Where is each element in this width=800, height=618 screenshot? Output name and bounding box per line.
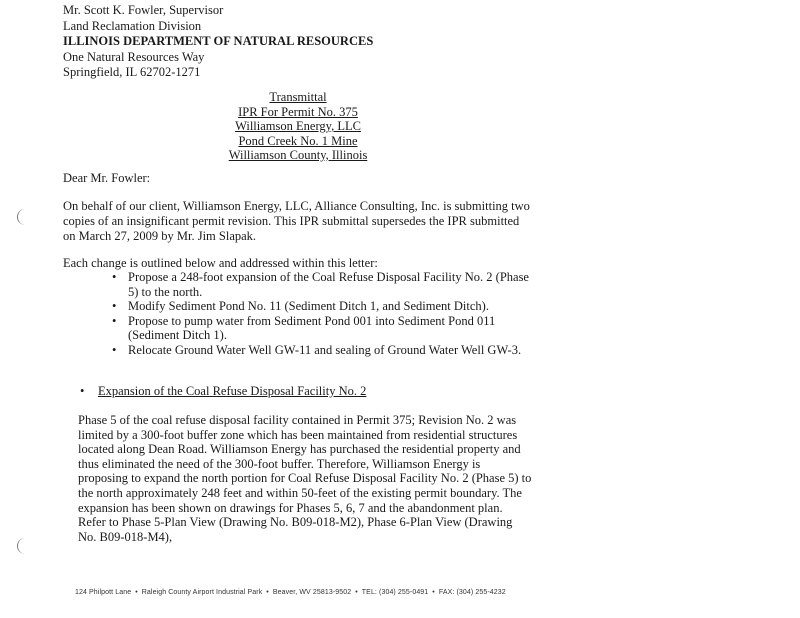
recipient-division: Land Reclamation Division (63, 18, 202, 33)
recipient-street: One Natural Resources Way (63, 49, 205, 64)
list-item (110, 270, 530, 299)
subject-line: Williamson County, Illinois (228, 148, 368, 162)
expansion-paragraph: Phase 5 of the coal refuse disposal facility contained in Permit 375; Revision No. 2 was limited by a 300-foot buffer zone which has been maintained from residential structures located along Dean Road. Williamson Energy has purchased the residential property and thus eliminated the need of the 300-foot buffer. Therefore, Williamson Energy is proposing to expand the north portion for Coal Refuse Disposal Facility No. 2 (Phase 5) to the north approximately 248 feet and within 50-feet of the existing permit boundary. The expansion has been shown on drawings for Phases 5, 6, 7 and the abandonment plan. Refer to Phase 5-Plan View (Drawing No. B09-018-M2), Phase 6-Plan View (Drawing No. B09-018-M4), (78, 413, 532, 544)
bullet-icon: • (112, 313, 117, 328)
changes-list (110, 270, 530, 358)
bullet-icon: • (112, 299, 117, 314)
section-heading (80, 384, 366, 399)
footer-separator: • (266, 589, 269, 596)
footer-separator: • (355, 589, 358, 596)
list-item-text: Propose a 248-foot expansion of the Coal Refuse Disposal Facility No. 2 (Phase 5) to the north. (128, 270, 529, 299)
list-item-text: Propose to pump water from Sediment Pond 001 into Sediment Pond 011 (Sediment Ditch 1). (128, 313, 496, 343)
list-item (110, 343, 530, 358)
footer-separator: • (135, 589, 138, 596)
bullet-icon: • (112, 270, 117, 284)
footer-city: Beaver, WV 25813-9502 (272, 589, 352, 596)
punch-hole-mark (17, 538, 28, 554)
list-item (110, 299, 530, 314)
list-item-text: Modify Sediment Pond No. 11 (Sediment Ditch 1, and Sediment Ditch). (128, 299, 489, 314)
footer-park: Raleigh County Airport Industrial Park (141, 589, 263, 596)
recipient-department: ILLINOIS DEPARTMENT OF NATURAL RESOURCES (63, 34, 374, 48)
subject-block (228, 90, 368, 163)
letterhead-footer (75, 589, 545, 596)
subject-line: Williamson Energy, LLC (235, 119, 361, 133)
punch-hole-mark (17, 209, 28, 225)
bullet-icon: • (80, 384, 85, 398)
footer-tel: TEL: (304) 255-0491 (361, 589, 429, 596)
list-item-text: Relocate Ground Water Well GW-11 and sealing of Ground Water Well GW-3. (128, 342, 522, 357)
subject-line: Pond Creek No. 1 Mine (238, 133, 358, 148)
recipient-name: Mr. Scott K. Fowler, Supervisor (63, 3, 224, 17)
salutation: Dear Mr. Fowler: (63, 171, 151, 185)
list-item (110, 314, 530, 343)
subject-line: IPR For Permit No. 375 (238, 104, 358, 119)
subject-line: Transmittal (269, 90, 327, 104)
footer-fax: FAX: (304) 255-4232 (438, 589, 506, 596)
footer-separator: • (432, 589, 435, 596)
section-heading-text: Expansion of the Coal Refuse Disposal Facility No. 2 (98, 384, 367, 398)
recipient-city: Springfield, IL 62702-1271 (63, 65, 201, 79)
footer-address: 124 Philpott Lane (75, 589, 132, 596)
bullet-icon: • (112, 342, 117, 357)
recipient-address (63, 3, 373, 81)
changes-intro: Each change is outlined below and addressed within this letter: (63, 256, 378, 270)
intro-paragraph: On behalf of our client, Williamson Energy, LLC, Alliance Consulting, Inc. is submitting two copies of an insignificant permit revision. This IPR submittal supersedes the IPR submitted on March 27, 2009 by Mr. Jim Slapak. (63, 199, 530, 243)
